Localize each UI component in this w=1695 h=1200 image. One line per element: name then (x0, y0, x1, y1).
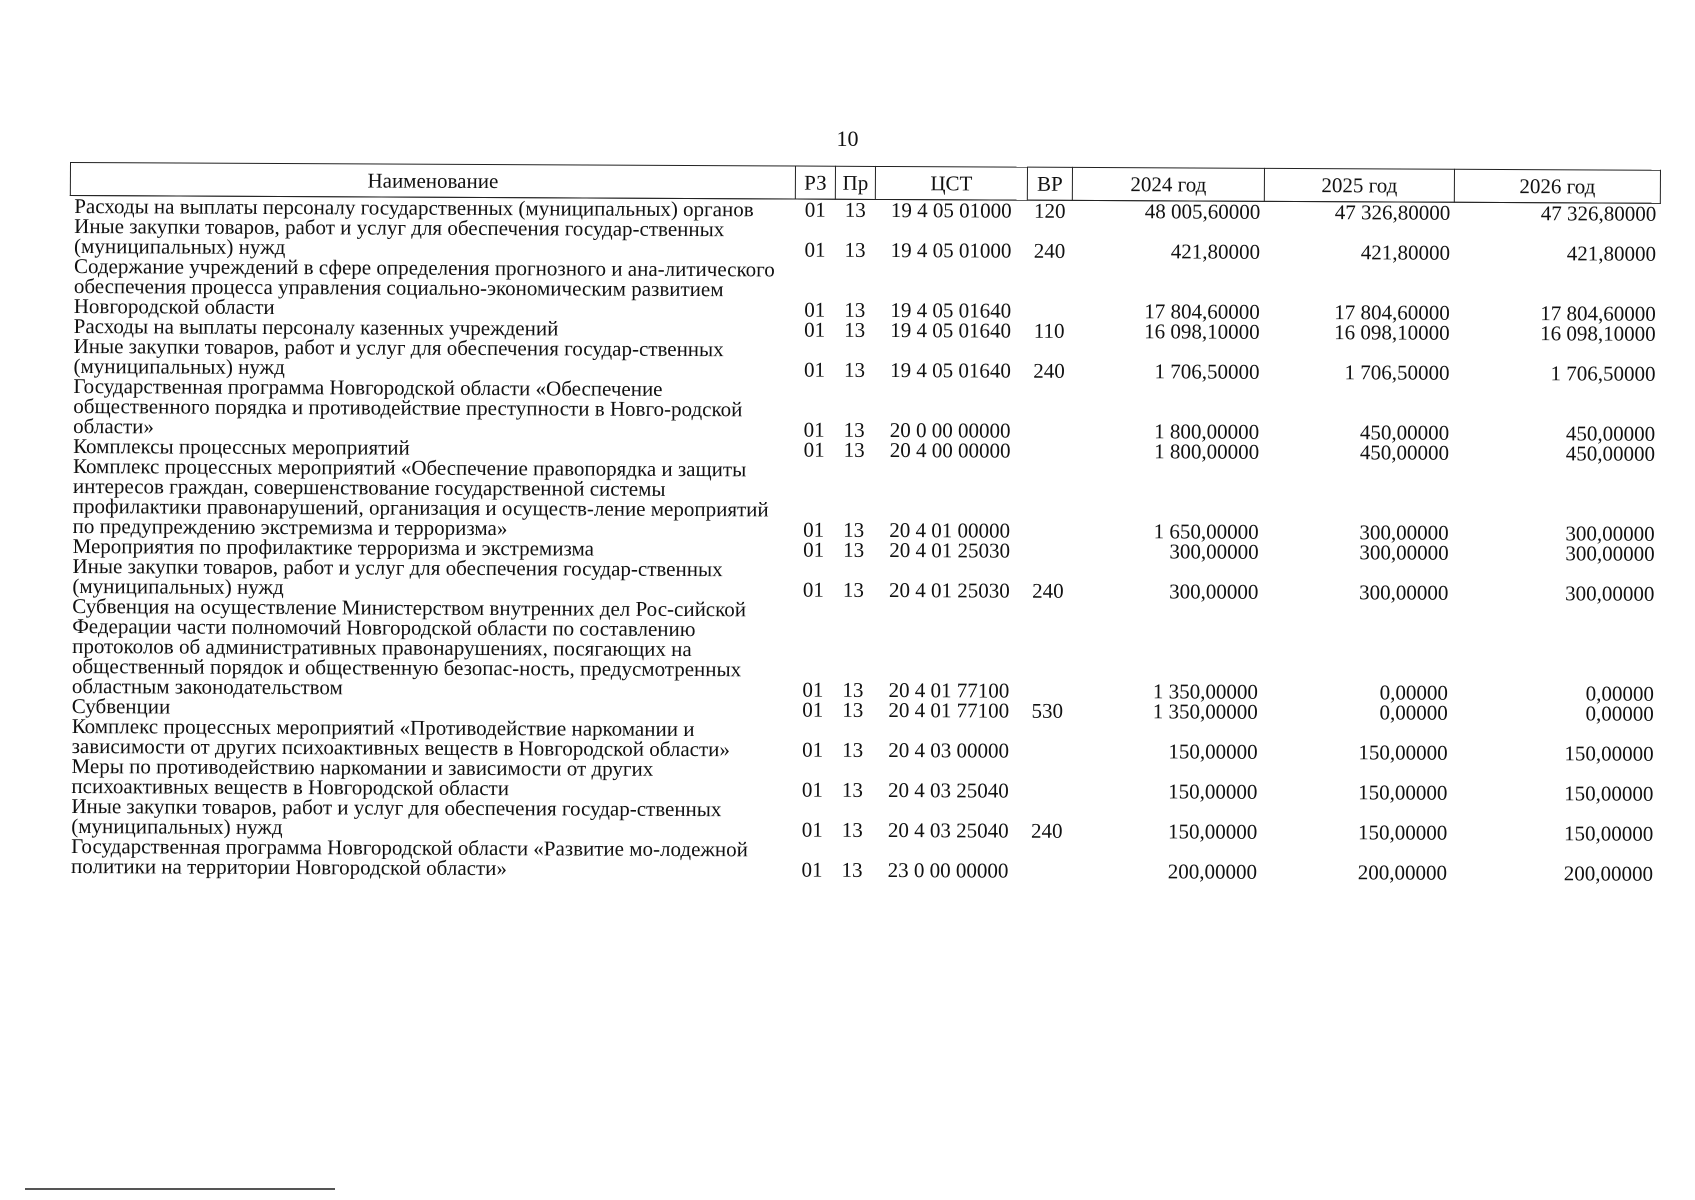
cell-name: Содержание учреждений в сфере определения прогнозного и ана-литического обеспечения процесса управления социально-экономическим развитием Новгородской области (73, 254, 775, 320)
cell-vr (1026, 441, 1071, 461)
cell-cst: 20 4 01 00000 (889, 518, 1011, 543)
cell-name: Иные закупки товаров, работ и услуг для обеспечения государ-ственных (муниципальных) нужд (73, 334, 724, 380)
cell-vr: 120 (1033, 198, 1066, 223)
header-2024: 2024 год (1072, 167, 1264, 201)
table-row (70, 256, 1660, 324)
cell-vr (1026, 461, 1071, 541)
cell-2026: 421,80000 (1566, 241, 1657, 266)
cell-2024: 300,00000 (1169, 579, 1259, 604)
cell-pr: 13 (841, 817, 863, 842)
cell-rz: 01 (803, 357, 826, 382)
cell-2025: 300,00000 (1359, 540, 1449, 565)
cell-2025: 0,00000 (1379, 680, 1448, 705)
cell-2026: 300,00000 (1565, 521, 1655, 546)
cell-pr: 13 (842, 677, 864, 702)
cell-name: Иные закупки товаров, работ и услуг для обеспечения государ-ственных (муниципальных) нужд (72, 554, 723, 600)
cell-rz: 01 (803, 417, 825, 442)
cell-name: Комплекс процессных мероприятий «Обеспечение правопорядка и защиты интересов граждан, совершенствование государственной системы профилактики правонарушений, организация и осуществ-ление мероприятий по предупреждению экстремизма и терроризма» (72, 454, 769, 541)
cell-2024: 1 800,00000 (1154, 439, 1260, 464)
header-vr: ВР (1027, 167, 1072, 200)
cell-pr: 13 (843, 517, 865, 542)
cell-2025: 150,00000 (1358, 780, 1448, 805)
cell-cst: 20 4 01 77100 (888, 678, 1010, 703)
cell-2024: 1 350,00000 (1152, 679, 1258, 704)
cell-2024: 1 800,00000 (1154, 419, 1260, 444)
cell-rz: 01 (801, 777, 824, 802)
cell-cst: 20 4 03 25040 (887, 818, 1009, 843)
cell-2026: 450,00000 (1565, 421, 1656, 446)
cell-2026: 0,00000 (1585, 701, 1654, 726)
cell-2025: 300,00000 (1359, 520, 1449, 545)
cell-rz: 01 (803, 517, 825, 542)
cell-2025: 421,80000 (1360, 240, 1451, 265)
cell-pr: 13 (844, 237, 866, 262)
cell-pr: 13 (844, 197, 866, 222)
cell-2024: 300,00000 (1169, 539, 1259, 564)
cell-2025: 17 804,60000 (1334, 300, 1450, 325)
cell-vr: 240 (1033, 238, 1066, 263)
cell-cst: 20 0 00 00000 (889, 418, 1011, 443)
cell-cst: 20 4 03 00000 (888, 738, 1010, 763)
cell-rz: 01 (802, 577, 824, 602)
cell-name: Субвенции (71, 694, 171, 719)
header-pr: Пр (835, 166, 875, 199)
cell-rz: 01 (803, 437, 825, 462)
cell-vr (1026, 381, 1071, 441)
cell-2026: 450,00000 (1565, 441, 1656, 466)
cell-rz: 01 (802, 697, 824, 722)
cell-2024: 150,00000 (1168, 779, 1258, 804)
cell-2026: 150,00000 (1563, 821, 1654, 846)
cell-pr: 13 (842, 577, 864, 602)
cell-cst: 19 4 05 01640 (890, 358, 1011, 383)
cell-pr: 13 (843, 357, 866, 382)
table-row (68, 596, 1658, 704)
cell-2024: 200,00000 (1167, 859, 1258, 884)
cell-2026: 300,00000 (1565, 581, 1655, 606)
cell-rz: 01 (804, 317, 826, 342)
cell-vr (1024, 761, 1069, 801)
cell-2025: 150,00000 (1358, 740, 1448, 765)
header-cst: ЦСТ (875, 166, 1027, 200)
cell-name: Комплекс процессных мероприятий «Противодействие наркомании и зависимости от других психоактивных веществ в Новгородской области» (71, 714, 731, 762)
cell-cst: 19 4 05 01640 (890, 318, 1012, 343)
table-row (69, 376, 1659, 444)
cell-2025: 1 706,50000 (1344, 360, 1450, 385)
cell-pr: 13 (843, 417, 865, 442)
cell-pr: 13 (842, 697, 864, 722)
cell-2024: 1 650,00000 (1153, 519, 1259, 544)
cell-2026: 47 326,80000 (1540, 201, 1657, 226)
cell-cst: 20 4 00 00000 (889, 438, 1011, 463)
cell-2026: 0,00000 (1585, 681, 1654, 706)
cell-name: Мероприятия по профилактике терроризма и экстремизма (72, 534, 595, 561)
cell-2025: 450,00000 (1359, 420, 1450, 445)
cell-rz: 01 (802, 737, 824, 762)
cell-2024: 1 706,50000 (1154, 359, 1260, 384)
cell-name: Иные закупки товаров, работ и услуг для обеспечения государ-ственных (муниципальных) нужд (71, 794, 722, 840)
cell-cst: 23 0 00 00000 (887, 858, 1009, 883)
cell-name: Меры по противодействию наркомании и зависимости от других психоактивных веществ в Новгородской области (71, 754, 654, 801)
cell-2024: 150,00000 (1168, 739, 1258, 764)
cell-2024: 1 350,00000 (1152, 699, 1258, 724)
cell-rz: 01 (802, 677, 824, 702)
header-name: Наименование (70, 163, 795, 200)
budget-table (67, 162, 1661, 884)
cell-2026: 150,00000 (1564, 741, 1654, 766)
cell-pr: 13 (842, 737, 864, 762)
cell-vr (1025, 601, 1070, 701)
table-row (69, 456, 1659, 544)
header-rz: РЗ (795, 166, 835, 199)
cell-rz: 01 (801, 817, 823, 842)
cell-vr (1025, 721, 1070, 761)
cell-2025: 450,00000 (1359, 440, 1450, 465)
cell-2024: 48 005,60000 (1144, 199, 1261, 224)
cell-name: Расходы на выплаты персоналу казенных учреждений (73, 314, 559, 341)
cell-cst: 20 4 03 25040 (888, 778, 1009, 803)
cell-vr (1027, 261, 1072, 321)
footer-divider (25, 1188, 335, 1190)
cell-pr: 13 (841, 857, 863, 882)
cell-2024: 16 098,10000 (1144, 319, 1260, 344)
table-body (67, 196, 1660, 884)
cell-name: Расходы на выплаты персоналу государственных (муниципальных) органов (74, 194, 754, 222)
cell-cst: 19 4 05 01640 (890, 298, 1012, 323)
cell-cst: 19 4 05 01000 (890, 238, 1012, 263)
cell-2026: 1 706,50000 (1550, 361, 1656, 386)
cell-2024: 150,00000 (1167, 819, 1258, 844)
cell-2025: 0,00000 (1379, 700, 1448, 725)
cell-2026: 17 804,60000 (1540, 301, 1656, 326)
cell-vr: 240 (1032, 578, 1064, 603)
cell-rz: 01 (804, 237, 826, 262)
cell-2025: 16 098,10000 (1334, 320, 1450, 345)
cell-cst: 19 4 05 01000 (890, 198, 1012, 223)
cell-name: Государственная программа Новгородской области «Развитие мо-лодежной политики на территории Новгородской области» (71, 834, 748, 881)
cell-2026: 200,00000 (1563, 861, 1654, 886)
cell-2024: 17 804,60000 (1144, 299, 1260, 324)
cell-vr (1026, 541, 1071, 561)
cell-name: Комплексы процессных мероприятий (73, 434, 410, 460)
cell-vr: 110 (1033, 318, 1065, 343)
cell-name: Иные закупки товаров, работ и услуг для обеспечения государ-ственных (муниципальных) нужд (74, 214, 725, 260)
cell-pr: 13 (844, 297, 866, 322)
cell-name: Государственная программа Новгородской области «Обеспечение общественного порядка и противодействие преступности в Новго-родской области» (73, 374, 743, 439)
cell-pr: 13 (841, 777, 863, 802)
cell-cst: 20 4 01 77100 (888, 698, 1010, 723)
cell-2026: 300,00000 (1565, 541, 1655, 566)
cell-pr: 13 (843, 437, 865, 462)
cell-2025: 150,00000 (1357, 820, 1448, 845)
cell-pr: 13 (844, 317, 866, 342)
header-2026: 2026 год (1454, 169, 1660, 203)
header-2025: 2025 год (1264, 168, 1454, 202)
cell-vr: 530 (1031, 698, 1064, 723)
cell-name: Субвенция на осуществление Министерством внутренних дел Рос-сийской Федерации части полномочий Новгородской области по составлению протоколов об административных правонарушениях, посягающих на общественный порядок и общественную безопас-ность, предусмотренных областным законодательством (71, 594, 747, 700)
cell-vr: 240 (1030, 818, 1063, 843)
cell-rz: 01 (801, 857, 823, 882)
cell-2025: 47 326,80000 (1334, 200, 1451, 225)
cell-2026: 16 098,10000 (1540, 321, 1656, 346)
cell-2025: 200,00000 (1357, 860, 1448, 885)
cell-2024: 421,80000 (1170, 239, 1261, 264)
cell-pr: 13 (843, 537, 865, 562)
cell-rz: 01 (803, 537, 825, 562)
page-number: 10 (836, 126, 859, 151)
cell-vr: 240 (1033, 358, 1065, 383)
cell-2025: 300,00000 (1359, 580, 1449, 605)
cell-rz: 01 (804, 297, 826, 322)
cell-2026: 150,00000 (1564, 781, 1654, 806)
cell-rz: 01 (804, 197, 826, 222)
cell-cst: 20 4 01 25030 (889, 538, 1011, 563)
cell-vr (1024, 841, 1069, 881)
cell-cst: 20 4 01 25030 (888, 578, 1010, 603)
